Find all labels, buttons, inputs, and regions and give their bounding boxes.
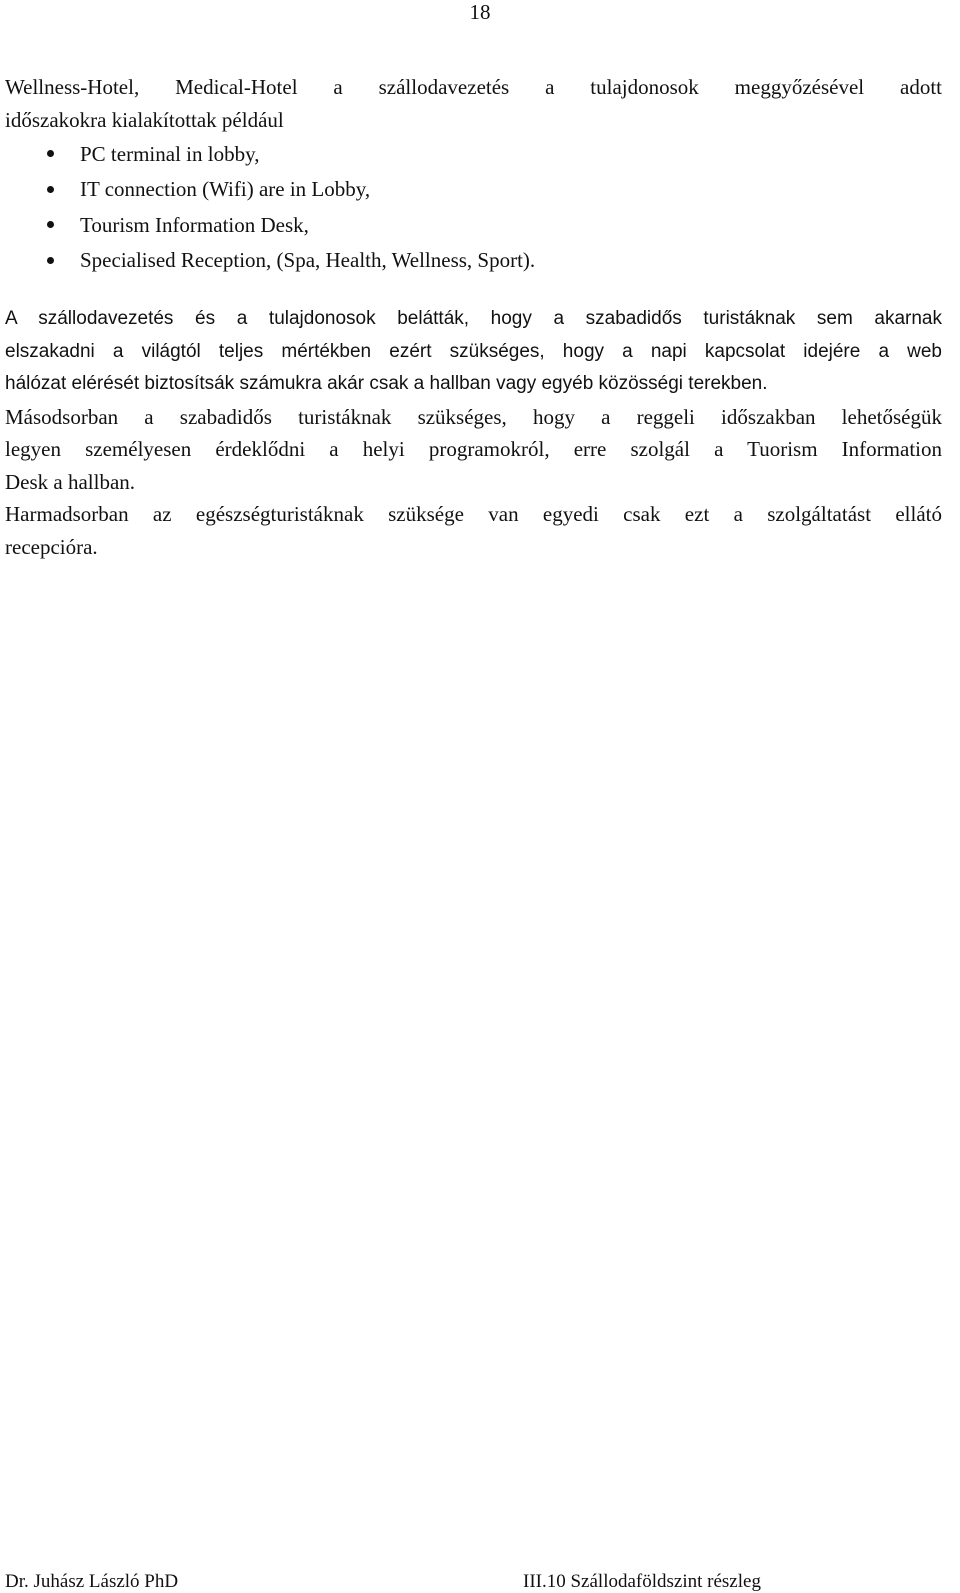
- bullet-text: PC terminal in lobby,: [80, 141, 260, 166]
- intro-paragraph: [5, 71, 942, 136]
- paragraph-a-line-3: hálózat elérését biztosítsák számukra akár csak a hallban vagy egyéb közösségi terekben.: [5, 373, 768, 394]
- list-item: [5, 207, 942, 243]
- list-item: [5, 136, 942, 172]
- footer-author: Dr. Juhász László PhD: [5, 1571, 179, 1592]
- bullet-icon: [47, 150, 54, 157]
- intro-line-2: időszakokra kialakítottak például: [5, 107, 284, 132]
- bullet-list: [5, 136, 942, 278]
- intro-line-1: Wellness-Hotel, Medical-Hotel a szállodavezetés a tulajdonosok meggyőzésével adott: [5, 75, 942, 99]
- paragraph-b-line-5: recepcióra.: [5, 534, 98, 559]
- paragraph-web-access: [5, 303, 942, 401]
- paragraph-b-line-3: Desk a hallban.: [5, 469, 136, 494]
- bullet-icon: [47, 221, 54, 228]
- paragraph-information-desk: [5, 401, 942, 564]
- page-footer: [0, 1570, 960, 1593]
- paragraph-b-line-1: Másodsorban a szabadidős turistáknak szükséges, hogy a reggeli időszakban lehetőségük: [5, 404, 942, 429]
- paragraph-a-line-2: elszakadni a világtól teljes mértékben ezért szükséges, hogy a napi kapcsolat idejére a web: [5, 340, 942, 362]
- footer-chapter: III.10 Szállodaföldszint részleg: [523, 1571, 761, 1592]
- bullet-icon: [47, 186, 54, 193]
- document-body: [5, 71, 942, 563]
- bullet-text: IT connection (Wifi) are in Lobby,: [80, 177, 371, 201]
- paragraph-b-line-2: legyen személyesen érdeklődni a helyi programokról, erre szolgál a Tuorism Information: [5, 437, 942, 461]
- paragraph-b-line-4: Harmadsorban az egészségturistáknak szüksége van egyedi csak ezt a szolgáltatást ellátó: [5, 502, 942, 526]
- paragraph-a-line-1: A szállodavezetés és a tulajdonosok belátták, hogy a szabadidős turistáknak sem akarnak: [5, 308, 942, 329]
- bullet-text: Specialised Reception, (Spa, Health, Wellness, Sport).: [80, 248, 536, 272]
- list-item: [5, 172, 942, 208]
- bullet-icon: [47, 257, 54, 264]
- page-number: 18: [469, 0, 491, 24]
- bullet-text: Tourism Information Desk,: [80, 212, 309, 237]
- list-item: [5, 243, 942, 279]
